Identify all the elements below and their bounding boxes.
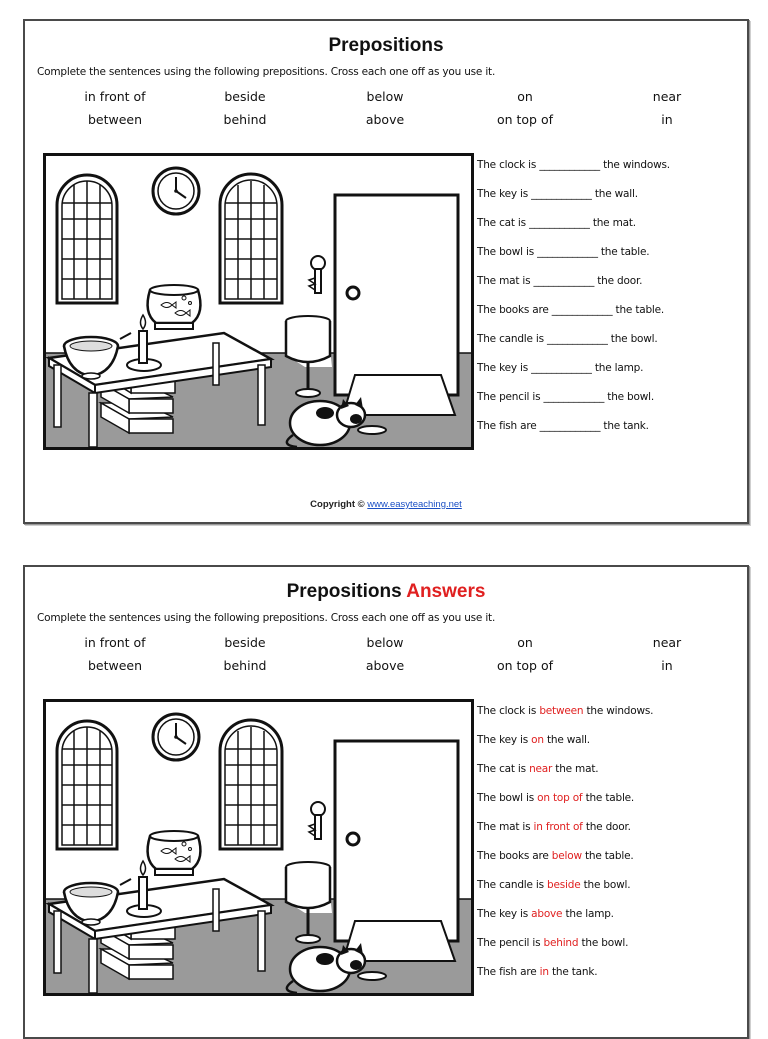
- answer-blank[interactable]: ____________: [539, 420, 601, 432]
- answer-blank[interactable]: ____________: [539, 159, 600, 171]
- fish-tank: [148, 285, 201, 329]
- answer-blank[interactable]: ____________: [529, 217, 590, 229]
- word-bank-item: on: [517, 89, 533, 104]
- answer-word: near: [529, 763, 553, 775]
- word-bank-item: below: [366, 89, 404, 104]
- word-bank-item: between: [87, 112, 143, 127]
- answer-sentence-item: The pencil is behind the bowl.: [477, 937, 629, 949]
- window-left: [57, 175, 117, 303]
- room-scene-svg: [43, 153, 474, 450]
- answer-blank[interactable]: ____________: [533, 275, 595, 287]
- word-bank-item: above: [365, 112, 405, 127]
- room-scene-illustration: [43, 153, 474, 450]
- answer-sentence-item: The mat is in front of the door.: [477, 821, 631, 833]
- answer-word: on top of: [537, 792, 583, 804]
- answer-word: in: [539, 966, 549, 978]
- word-bank-item: below: [366, 635, 404, 650]
- answer-word: between: [539, 705, 584, 717]
- answer-blank[interactable]: ____________: [551, 304, 613, 316]
- word-bank-item: on: [517, 635, 533, 650]
- sentence-item: The cat is ____________ the mat.: [477, 217, 636, 229]
- clock: [153, 714, 199, 760]
- answer-sentence-item: The books are below the table.: [477, 850, 634, 862]
- answer-sentence-item: The bowl is on top of the table.: [477, 792, 635, 804]
- answer-sentence-item: The fish are in the tank.: [477, 966, 598, 978]
- clock: [153, 168, 199, 214]
- word-bank-item: beside: [224, 89, 266, 104]
- answers-page: [23, 565, 749, 1039]
- word-bank-item: near: [652, 635, 682, 650]
- sentence-item: The candle is ____________ the bowl.: [477, 333, 658, 345]
- word-bank-item: on top of: [496, 658, 554, 673]
- worksheet-instructions: Complete the sentences using the following prepositions. Cross each one off as you use it.: [37, 66, 496, 78]
- answer-blank[interactable]: ____________: [547, 333, 608, 345]
- answer-blank[interactable]: ____________: [531, 362, 592, 374]
- sentence-item: The clock is ____________ the windows.: [477, 159, 670, 171]
- answer-sentence-item: The cat is near the mat.: [477, 763, 599, 775]
- answer-sentence-item: The clock is between the windows.: [477, 705, 654, 717]
- word-bank-item: behind: [223, 658, 267, 673]
- sentence-item: The fish are ____________ the tank.: [477, 420, 649, 432]
- answers-title: Prepositions Answers: [286, 581, 486, 602]
- door: [335, 195, 458, 395]
- word-bank-item: near: [652, 89, 682, 104]
- answer-sentence-item: The key is above the lamp.: [477, 908, 614, 920]
- word-bank-item: in: [661, 112, 673, 127]
- window-right: [220, 174, 282, 303]
- answer-word: beside: [547, 879, 581, 891]
- sentence-item: The key is ____________ the wall.: [477, 188, 638, 200]
- answer-blank[interactable]: ____________: [537, 246, 598, 258]
- room-scene-svg: [43, 699, 474, 996]
- copyright-link[interactable]: www.easyteaching.net: [367, 499, 462, 510]
- word-bank-item: behind: [223, 112, 267, 127]
- sentence-item: The key is ____________ the lamp.: [477, 362, 644, 374]
- answers-title-accent: Answers: [406, 581, 486, 602]
- answer-sentence-item: The key is on the wall.: [477, 734, 590, 746]
- sentence-item: The bowl is ____________ the table.: [477, 246, 650, 258]
- fish-tank: [148, 831, 201, 875]
- room-scene-illustration: [43, 699, 474, 996]
- word-bank-item: in front of: [84, 89, 146, 104]
- word-bank-item: above: [365, 658, 405, 673]
- word-bank-item: beside: [224, 635, 266, 650]
- answers-instructions: Complete the sentences using the following prepositions. Cross each one off as you use it.: [37, 612, 496, 624]
- word-bank-item: on top of: [496, 112, 554, 127]
- word-bank-item: between: [87, 658, 143, 673]
- answer-word: on: [531, 734, 544, 746]
- answer-blank[interactable]: ____________: [531, 188, 592, 200]
- answer-sentence-item: The candle is beside the bowl.: [477, 879, 631, 891]
- answer-word: below: [551, 850, 582, 862]
- worksheet-title: Prepositions: [328, 35, 444, 56]
- door: [335, 741, 458, 941]
- word-bank-item: in: [661, 658, 673, 673]
- sentence-item: The pencil is ____________ the bowl.: [477, 391, 654, 403]
- window-left: [57, 721, 117, 849]
- answer-word: in front of: [533, 821, 583, 833]
- worksheet-page: [23, 19, 749, 524]
- answer-word: above: [531, 908, 563, 920]
- window-right: [220, 720, 282, 849]
- sentence-item: The mat is ____________ the door.: [477, 275, 643, 287]
- answer-blank[interactable]: ____________: [543, 391, 605, 403]
- sentence-item: The books are ____________ the table.: [477, 304, 665, 316]
- answer-word: behind: [543, 937, 579, 949]
- word-bank-item: in front of: [84, 635, 146, 650]
- copyright-notice: Copyright © www.easyteaching.net: [310, 499, 462, 510]
